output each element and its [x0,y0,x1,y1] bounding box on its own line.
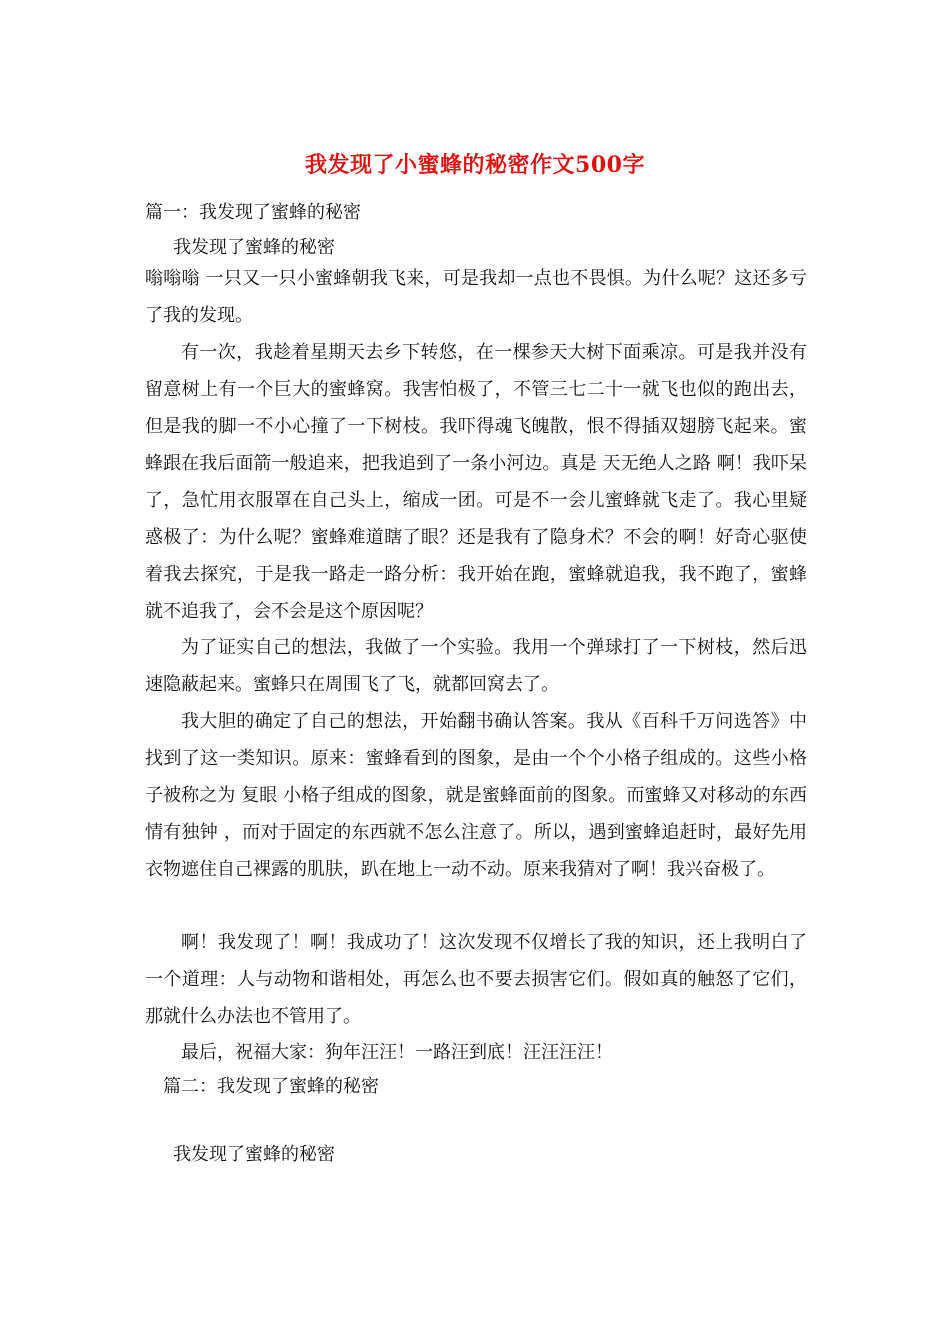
paragraph-5: 啊！我发现了！啊！我成功了！这次发现不仅增长了我的知识，还上我明白了一个道理：人与动物和谐相处，再怎么也不要去损害它们。假如真的触怒了它们，那就什么办法也不管用了。 [145,932,807,1027]
paragraph-2: 有一次，我趁着星期天去乡下转悠，在一棵参天大树下面乘凉。可是我并没有留意树上有一个巨大的蜜蜂窝。我害怕极了，不管三七二十一就飞也似的跑出去，但是我的脚一不小心撞了一下树枝。我吓得魂飞魄散，恨不得插双翅膀飞起来。蜜蜂跟在我后面箭一般追来，把我追到了一条小河边。真是 天无绝人之路 啊！我吓呆了，急忙用衣服罩在自己头上，缩成一团。可是不一会儿蜜蜂就飞走了。我心里疑惑极了：为什么呢？蜜蜂难道瞎了眼？还是我有了隐身术？不会的啊！好奇心驱使着我去探究，于是我一路走一路分析：我开始在跑，蜜蜂就追我，我不跑了，蜜蜂就不追我了，会不会是这个原因呢？ [145,342,807,622]
part2-heading: 篇二：我发现了蜜蜂的秘密 [163,1076,379,1097]
paragraph-3: 为了证实自己的想法，我做了一个实验。我用一个弹球打了一下树枝，然后迅速隐蔽起来。蜜蜂只在周围飞了飞，就都回窝去了。 [145,637,807,695]
part1-heading: 篇一：我发现了蜜蜂的秘密 [145,202,361,223]
paragraph-4: 我大胆的确定了自己的想法，开始翻书确认答案。我从《百科千万问选答》中找到了这一类知识。原来：蜜蜂看到的图象，是由一个个小格子组成的。这些小格子被称之为 复眼 小格子组成的图象，就是蜜蜂面前的图象。而蜜蜂又对移动的东西 情有独钟 ，而对于固定的东西就不怎么注意了。所以，遇到蜜蜂追赶时，最好先用衣物遮住自己裸露的肌肤，趴在地上一动不动。原来我猜对了啊！我兴奋极了。 [145,711,807,880]
part1-subtitle: 我发现了蜜蜂的秘密 [173,237,335,258]
part2-subtitle: 我发现了蜜蜂的秘密 [173,1144,335,1165]
paragraph-6: 最后，祝福大家：狗年汪汪！一路汪到底！汪汪汪汪！ [181,1042,613,1063]
document-title: 我发现了小蜜蜂的秘密作文500字 [305,152,645,178]
paragraph-1: 嗡嗡嗡 一只又一只小蜜蜂朝我飞来，可是我却一点也不畏惧。为什么呢？这还多亏了我的发现。 [145,268,807,326]
